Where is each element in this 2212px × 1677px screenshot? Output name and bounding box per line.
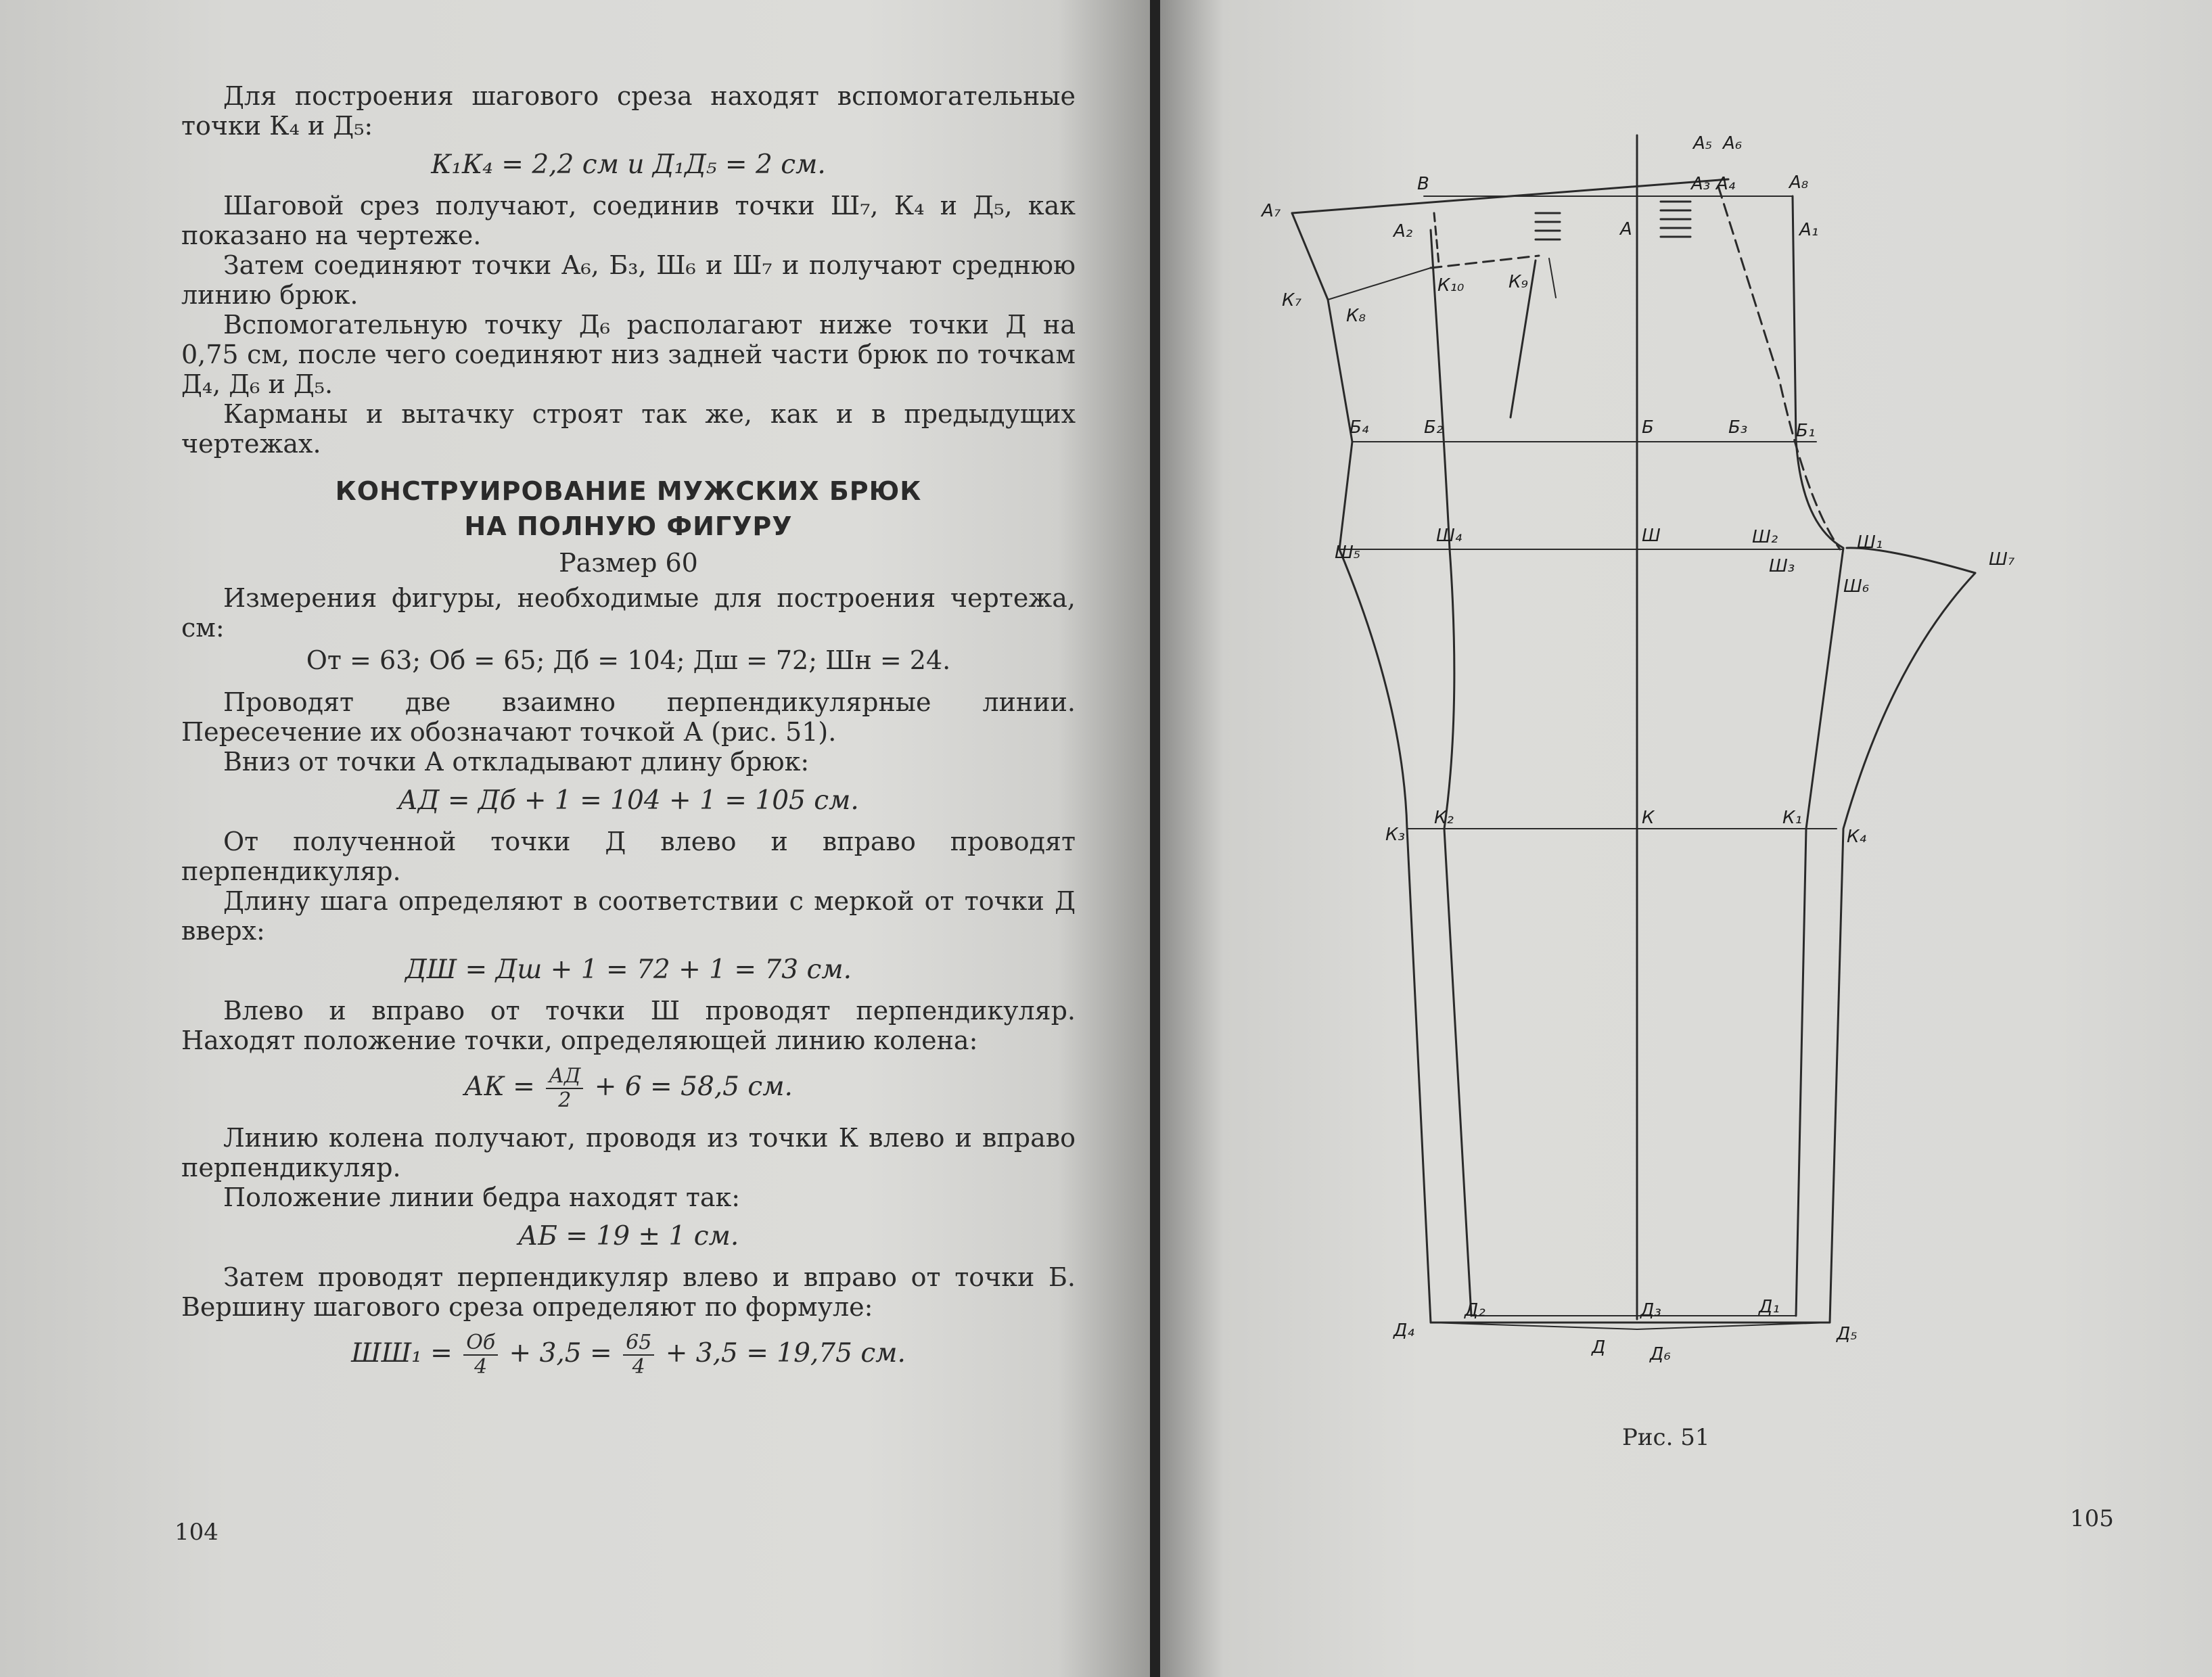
formula-crotch — [181, 1331, 1076, 1379]
formula-part: + 3,5 = 19,75 см. — [665, 1338, 906, 1369]
page-number-left: 104 — [175, 1519, 218, 1546]
label-A6: А₆ — [1723, 133, 1743, 154]
label-K10: К₁₀ — [1437, 275, 1465, 296]
label-K: К — [1642, 808, 1655, 828]
formula-part: АК = — [464, 1072, 535, 1102]
paragraph: Длину шага определяют в соответствии с меркой от точки Д вверх: — [181, 886, 1076, 946]
label-Sh: Ш — [1642, 526, 1661, 546]
section-heading-line-1: КОНСТРУИРОВАНИЕ МУЖСКИХ БРЮК — [335, 476, 922, 506]
label-Sh7: Ш₇ — [1989, 549, 2015, 570]
section-heading-line-2: НА ПОЛНУЮ ФИГУРУ — [464, 511, 793, 541]
label-D6: Д₆ — [1650, 1344, 1671, 1364]
pattern-drawing — [1160, 122, 2212, 1407]
fraction — [623, 1331, 654, 1379]
paragraph: Вспомогательную точку Д₆ располагают ниже точки Д на 0,75 см, после чего соединяют низ задней части брюк по точкам Д₄, Д₆ и Д₅. — [181, 310, 1076, 399]
front-outer-seam — [1431, 230, 1471, 1316]
fraction-numerator: 65 — [623, 1331, 654, 1356]
center-back-dashed — [1434, 213, 1439, 264]
label-A: А — [1620, 219, 1632, 239]
paragraph: Измерения фигуры, необходимые для построения чертежа, см: — [181, 583, 1076, 643]
paragraph: Линию колена получают, проводя из точки К влево и вправо перпендикуляр. — [181, 1123, 1076, 1182]
pocket-line-dashed — [1431, 256, 1539, 268]
paragraph: Влево и вправо от точки Ш проводят перпендикуляр. Находят положение точки, определяющей линию колена: — [181, 996, 1076, 1055]
front-side-seam — [1793, 196, 1843, 1316]
formula: АБ = 19 ± 1 см. — [517, 1221, 739, 1251]
formula: К₁К₄ = 2,2 см и Д₁Д₅ = 2 см. — [431, 150, 826, 180]
label-A5: А₅ — [1693, 133, 1713, 154]
label-D2: Д₂ — [1465, 1300, 1485, 1320]
label-B: В — [1417, 174, 1429, 194]
dart-line-2 — [1549, 258, 1556, 298]
fraction — [463, 1331, 498, 1379]
label-A2: А₂ — [1393, 221, 1413, 242]
label-Sh5: Ш₅ — [1335, 543, 1361, 563]
label-B4: Б₄ — [1350, 417, 1369, 438]
label-Sh1: Ш₁ — [1857, 532, 1883, 553]
paragraph: Затем проводят перпендикуляр влево и вправо от точки Б. Вершину шагового среза определяют по формуле: — [181, 1262, 1076, 1322]
label-Sh4: Ш₄ — [1436, 526, 1462, 546]
rise-curve-dashed — [1718, 186, 1840, 549]
label-A1: А₁ — [1799, 220, 1819, 240]
section-heading — [181, 474, 1076, 544]
label-Sh6: Ш₆ — [1843, 576, 1870, 597]
paragraph: Положение линии бедра находят так: — [223, 1182, 741, 1212]
label-B1: Б₁ — [1796, 421, 1816, 441]
label-Sh2: Ш₂ — [1752, 527, 1778, 547]
label-D5: Д₅ — [1837, 1324, 1858, 1344]
formula: ДШ = Дш + 1 = 72 + 1 = 73 см. — [405, 955, 852, 985]
label-K3: К₃ — [1385, 825, 1405, 845]
label-D4: Д₄ — [1393, 1320, 1414, 1341]
label-K9: К₉ — [1508, 272, 1528, 292]
fraction-numerator: АД — [546, 1065, 583, 1089]
label-A8: А₈ — [1789, 173, 1809, 193]
formula-part: + 6 = 58,5 см. — [594, 1072, 793, 1102]
figure-caption: Рис. 51 — [1622, 1424, 1710, 1451]
front-pocket-hatch — [1661, 202, 1690, 237]
label-B3: Б₃ — [1728, 417, 1748, 438]
label-B2: Б₂ — [1424, 417, 1444, 438]
paragraph: Вниз от точки А откладывают длину брюк: — [223, 747, 810, 777]
fraction-denominator: 2 — [558, 1088, 572, 1112]
size-label: Размер 60 — [559, 548, 698, 578]
measurements-line: Oт = 63; Oб = 65; Дб = 104; Дш = 72; Шн = 24. — [306, 645, 951, 675]
label-Sh3: Ш₃ — [1769, 556, 1795, 576]
fraction-denominator: 4 — [632, 1355, 645, 1379]
paragraph: Карманы и вытачку строят так же, как и в предыдущих чертежах. — [181, 399, 1076, 459]
label-A7: А₇ — [1262, 201, 1281, 221]
label-A3: А₃ — [1691, 174, 1711, 194]
formula-knee — [181, 1065, 1076, 1112]
label-D1: Д₁ — [1759, 1297, 1780, 1317]
paragraph: Затем соединяют точки А₆, Б₃, Ш₆ и Ш₇ и получают среднюю линию брюк. — [181, 250, 1076, 310]
label-D3: Д₃ — [1640, 1300, 1661, 1320]
fraction — [546, 1065, 583, 1112]
back-side-seam — [1292, 213, 1975, 1323]
label-K2: К₂ — [1434, 808, 1454, 828]
label-K8: К₈ — [1346, 306, 1366, 326]
paragraph: От полученной точки Д влево и вправо проводят перпендикуляр. — [181, 827, 1076, 886]
label-D: Д — [1592, 1337, 1606, 1358]
left-text-block — [181, 81, 1076, 1389]
label-B: Б — [1642, 417, 1654, 438]
label-K4: К₄ — [1847, 827, 1866, 847]
formula-part: ШШ₁ = — [351, 1338, 453, 1369]
hip-curve-top — [1328, 268, 1431, 300]
label-K1: К₁ — [1782, 808, 1802, 828]
trouser-pattern-svg — [1160, 122, 2212, 1407]
label-K7: К₇ — [1282, 290, 1301, 311]
label-A4: А₄ — [1716, 174, 1736, 194]
fraction-numerator: Oб — [463, 1331, 498, 1356]
fraction-denominator: 4 — [474, 1355, 488, 1379]
formula: АД = Дб + 1 = 104 + 1 = 105 см. — [398, 785, 859, 816]
paragraph: Для построения шагового среза находят вспомогательные точки К₄ и Д₅: — [181, 81, 1076, 141]
paragraph: Проводят две взаимно перпендикулярные линии. Пересечение их обозначают точкой А (рис. 51). — [181, 687, 1076, 747]
back-pocket-hatch — [1536, 213, 1560, 239]
page-number-right: 105 — [2070, 1505, 2114, 1532]
paragraph: Шаговой срез получают, соединив точки Ш₇, К₄ и Д₅, как показано на чертеже. — [181, 191, 1076, 250]
formula-part: + 3,5 = — [509, 1338, 612, 1369]
book-gutter — [1150, 0, 1160, 1677]
